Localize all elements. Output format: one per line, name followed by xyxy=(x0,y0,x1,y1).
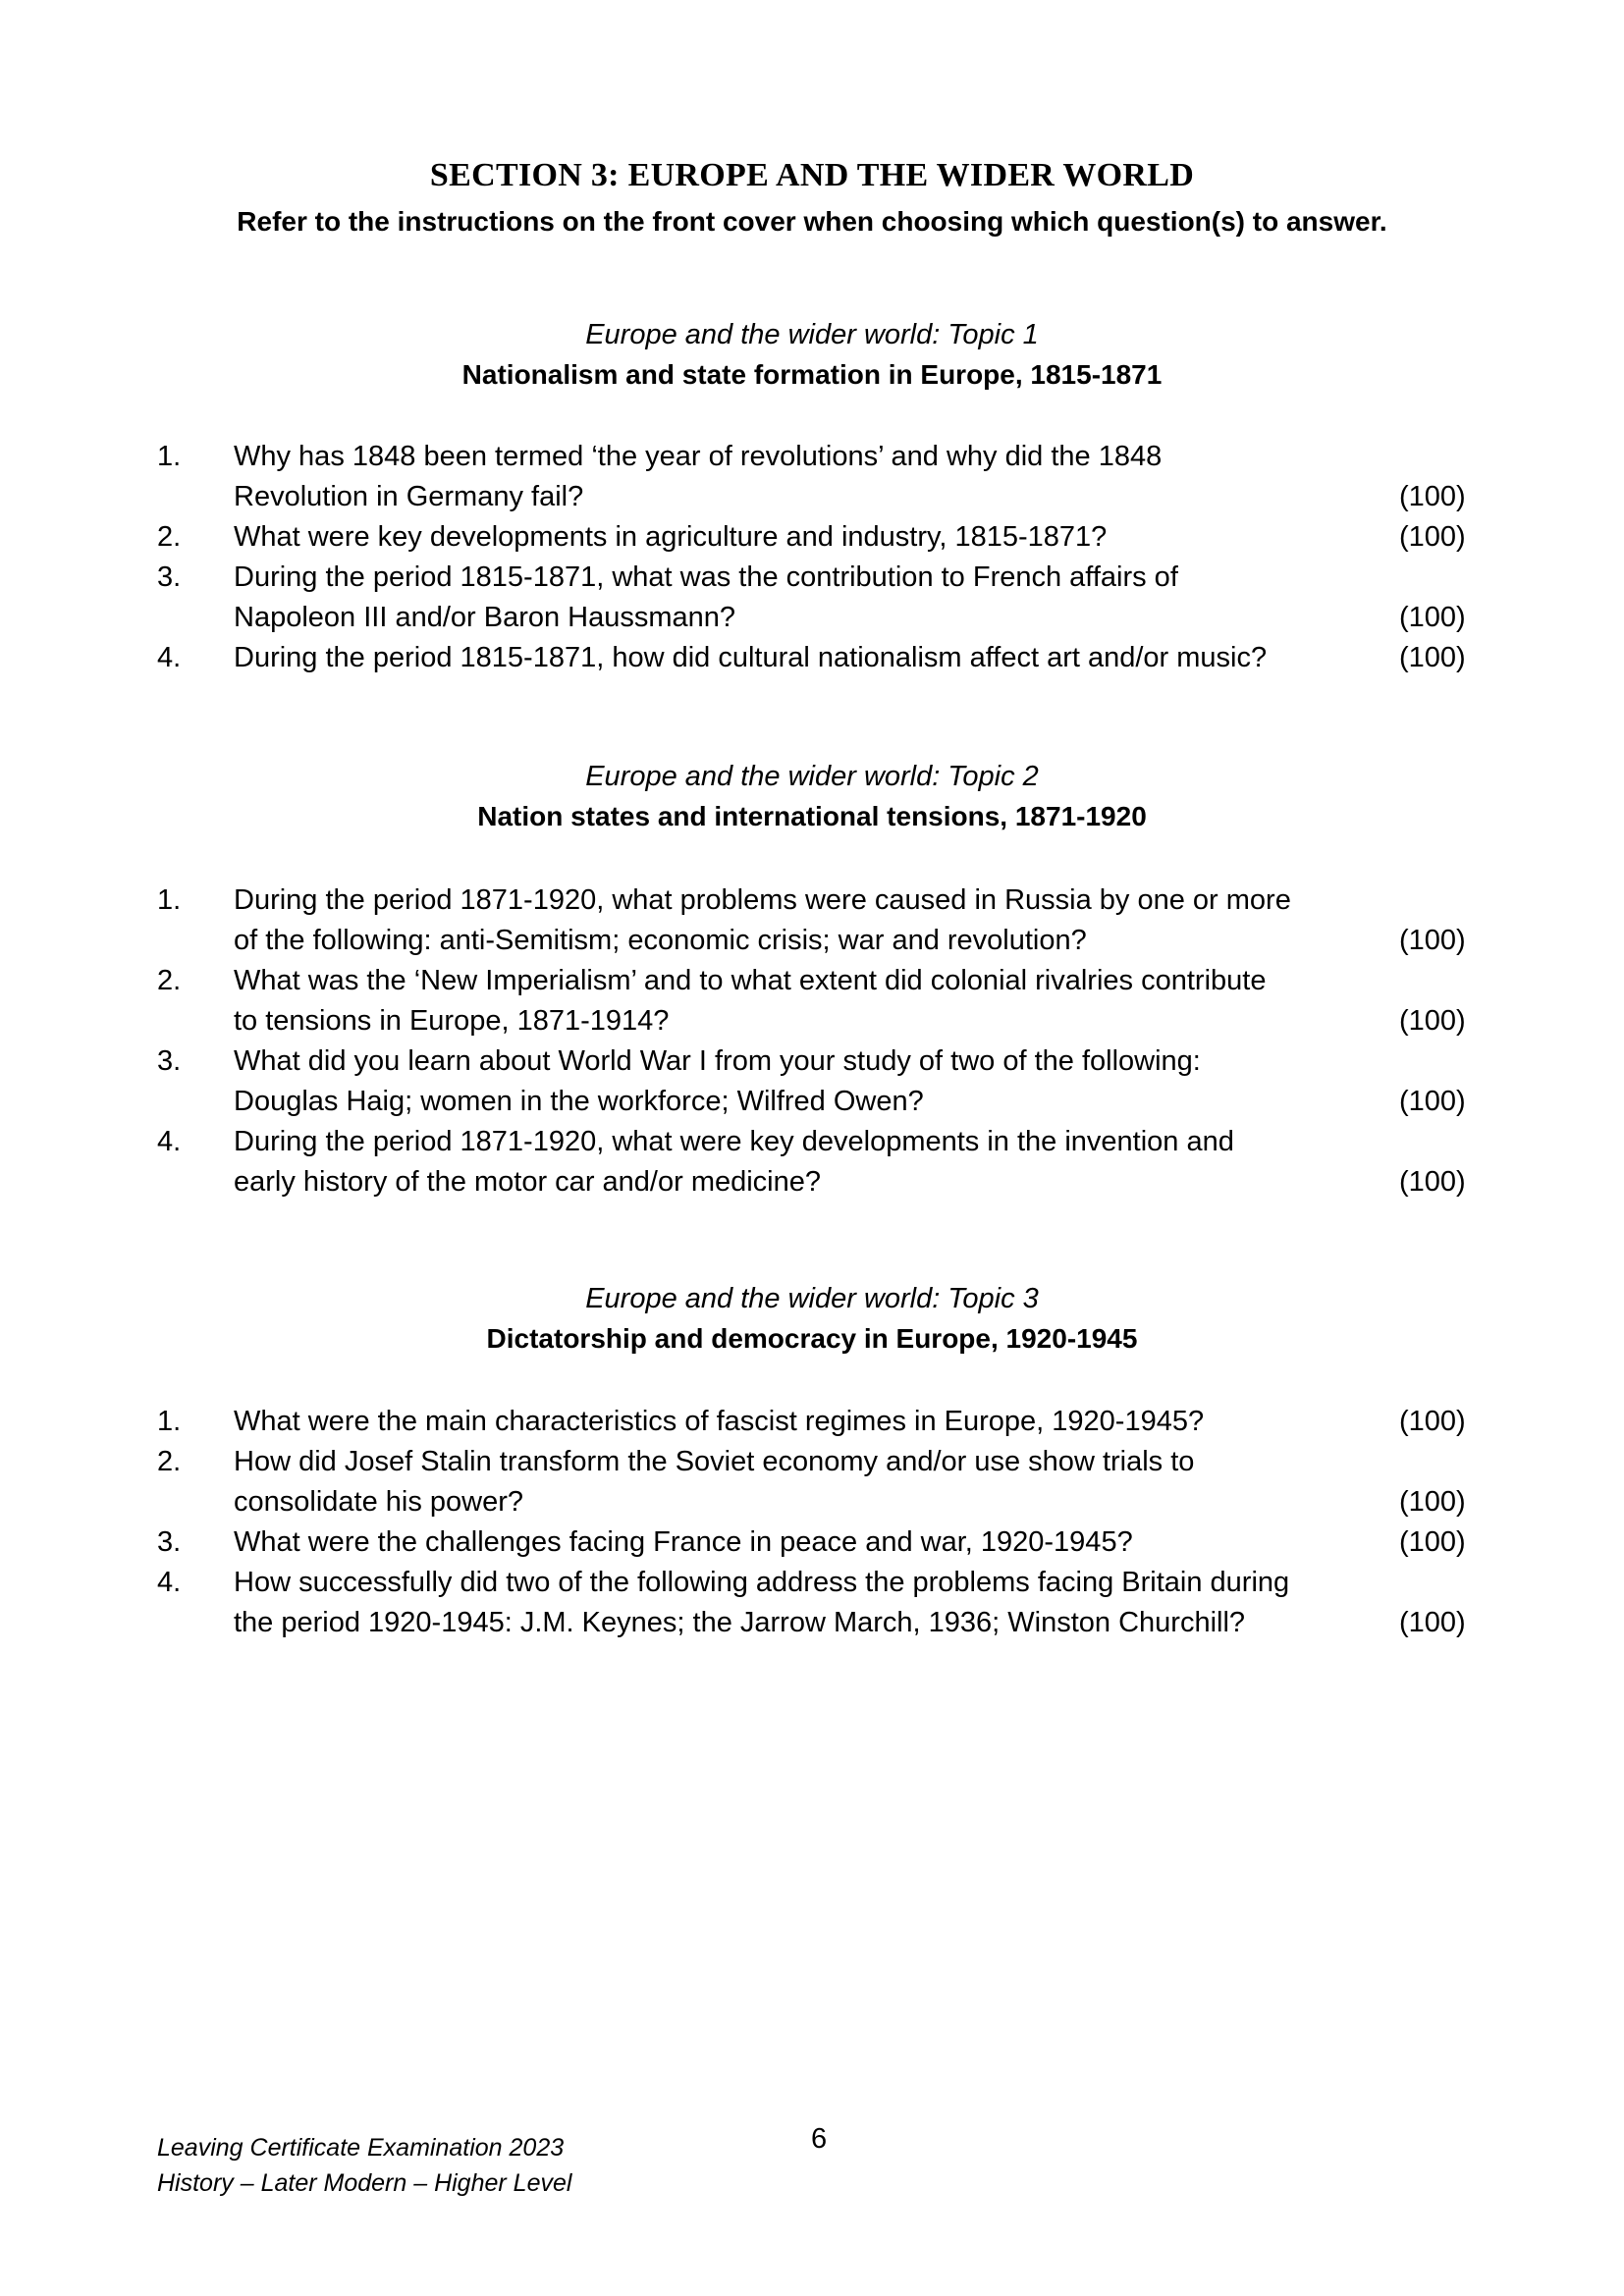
question-item xyxy=(0,881,1624,961)
question-text: What were the challenges facing France in peace and war, 1920-1945? xyxy=(234,1526,1133,1558)
question-marks: (100) xyxy=(1399,1086,1466,1117)
question-marks: (100) xyxy=(1399,1005,1466,1037)
question-number: 2. xyxy=(157,521,182,553)
section-title: SECTION 3: EUROPE AND THE WIDER WORLD xyxy=(429,157,1195,193)
footer-exam-line: Leaving Certificate Examination 2023 xyxy=(157,2134,565,2162)
topic-1-title: Nationalism and state formation in Europe, 1815-1871 xyxy=(461,359,1163,390)
question-text: What were the main characteristics of fascist regimes in Europe, 1920-1945? xyxy=(234,1406,1205,1437)
question-item xyxy=(0,1041,1624,1122)
question-number: 1. xyxy=(157,884,182,916)
question-marks: (100) xyxy=(1399,642,1466,673)
question-item xyxy=(0,437,1624,517)
question-number: 1. xyxy=(157,1406,182,1437)
topic-1-label: Europe and the wider world: Topic 1 xyxy=(585,319,1039,350)
question-text: What were key developments in agriculture and industry, 1815-1871? xyxy=(234,521,1108,553)
question-marks: (100) xyxy=(1399,1607,1466,1638)
footer xyxy=(157,2130,571,2201)
question-number: 3. xyxy=(157,1526,182,1558)
question-item xyxy=(0,638,1624,678)
question-text: How successfully did two of the following address the problems facing Britain during the period 1920-1945: J.M. Keynes; the Jarrow March, 1936; Winston Churchill? xyxy=(234,1567,1290,1638)
question-marks: (100) xyxy=(1399,1166,1466,1198)
question-number: 2. xyxy=(157,965,182,996)
question-item xyxy=(0,961,1624,1041)
question-marks: (100) xyxy=(1399,602,1466,633)
topic-2-title: Nation states and international tensions, 1871-1920 xyxy=(477,801,1147,831)
question-number: 4. xyxy=(157,1567,182,1598)
question-item xyxy=(0,558,1624,638)
question-number: 4. xyxy=(157,642,182,673)
question-item xyxy=(0,1442,1624,1522)
question-text: During the period 1871-1920, what were key developments in the invention and early history of the motor car and/or medicine? xyxy=(234,1126,1234,1198)
question-text: What was the ‘New Imperialism’ and to what extent did colonial rivalries contribute to tensions in Europe, 1871-1914? xyxy=(234,965,1267,1037)
question-text: How did Josef Stalin transform the Soviet economy and/or use show trials to consolidate his power? xyxy=(234,1446,1195,1518)
question-number: 3. xyxy=(157,561,182,593)
topic-3-title: Dictatorship and democracy in Europe, 1920-1945 xyxy=(486,1323,1138,1354)
topic-3-questions xyxy=(0,1402,1624,1643)
question-marks: (100) xyxy=(1399,481,1466,512)
question-marks: (100) xyxy=(1399,1406,1466,1437)
question-item xyxy=(0,1122,1624,1202)
topic-2-questions xyxy=(0,881,1624,1202)
page-number: 6 xyxy=(811,2123,828,2155)
question-item xyxy=(0,1563,1624,1643)
question-marks: (100) xyxy=(1399,925,1466,956)
question-item xyxy=(0,1402,1624,1442)
question-text: During the period 1815-1871, how did cultural nationalism affect art and/or music? xyxy=(234,642,1268,673)
question-marks: (100) xyxy=(1399,1486,1466,1518)
topic-2-label: Europe and the wider world: Topic 2 xyxy=(585,761,1039,792)
question-text: During the period 1871-1920, what problems were caused in Russia by one or more of the following: anti-Semitism; economic crisis; war and revolution? xyxy=(234,884,1291,956)
question-marks: (100) xyxy=(1399,1526,1466,1558)
question-item xyxy=(0,1522,1624,1563)
section-instructions: Refer to the instructions on the front cover when choosing which question(s) to answer. xyxy=(237,206,1387,237)
question-item xyxy=(0,517,1624,558)
footer-subject-line: History – Later Modern – Higher Level xyxy=(157,2169,572,2197)
question-number: 2. xyxy=(157,1446,182,1477)
topic-1-questions xyxy=(0,437,1624,678)
question-number: 4. xyxy=(157,1126,182,1157)
question-number: 1. xyxy=(157,441,182,472)
question-text: What did you learn about World War I from your study of two of the following: Douglas Haig; women in the workforce; Wilfred Owen? xyxy=(234,1045,1201,1117)
topic-3-label: Europe and the wider world: Topic 3 xyxy=(585,1283,1039,1314)
question-number: 3. xyxy=(157,1045,182,1077)
question-text: Why has 1848 been termed ‘the year of revolutions’ and why did the 1848 Revolution in Germany fail? xyxy=(234,441,1163,512)
question-marks: (100) xyxy=(1399,521,1466,553)
question-text: During the period 1815-1871, what was the contribution to French affairs of Napoleon III and/or Baron Haussmann? xyxy=(234,561,1178,633)
